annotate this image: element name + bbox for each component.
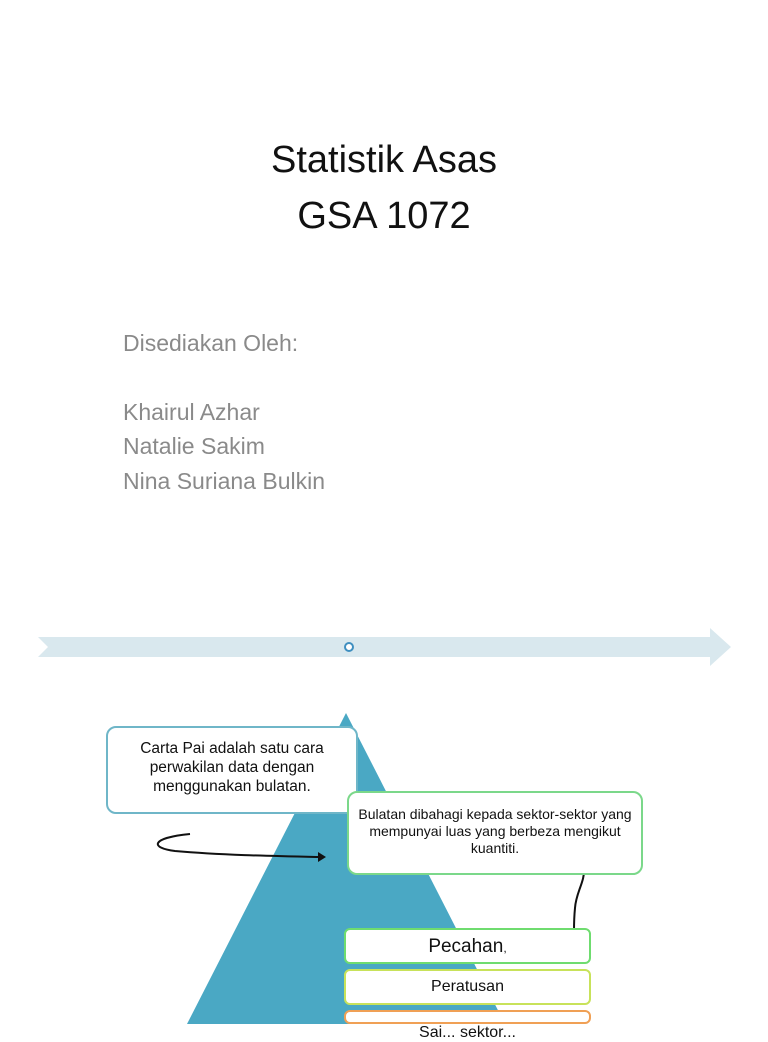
slide-separator-arrow	[0, 620, 768, 676]
title-line-1: Statistik Asas	[271, 139, 497, 181]
prepared-by-label: Disediakan Oleh:	[123, 330, 299, 356]
author-name: Nina Suriana Bulkin	[123, 467, 326, 494]
connector-arrow-2	[574, 868, 584, 931]
slide-title	[0, 132, 768, 244]
step-label: Peratusan	[431, 978, 504, 995]
title-line-2: GSA 1072	[297, 195, 471, 237]
timeline-arrow-shape	[38, 628, 731, 666]
timeline-dot[interactable]	[345, 643, 353, 651]
callout-pie-chart-definition: Carta Pai adalah satu cara perwakilan data dengan menggunakan bulatan.	[106, 726, 358, 814]
step-label: Pecahan	[428, 936, 504, 957]
step-fraction	[344, 928, 591, 964]
step-percentage	[344, 969, 591, 1005]
step-suffix: ,	[503, 941, 507, 955]
step-label: Sai... sektor...	[419, 1024, 516, 1041]
step-sector-size	[344, 1010, 591, 1041]
author-name: Natalie Sakim	[123, 433, 265, 459]
slide-subtitle	[123, 326, 325, 498]
callout-sector-description: Bulatan dibahagi kepada sektor-sektor yang mempunyai luas yang berbeza mengikut kuantiti.	[347, 791, 643, 875]
author-name: Khairul Azhar	[123, 398, 260, 425]
